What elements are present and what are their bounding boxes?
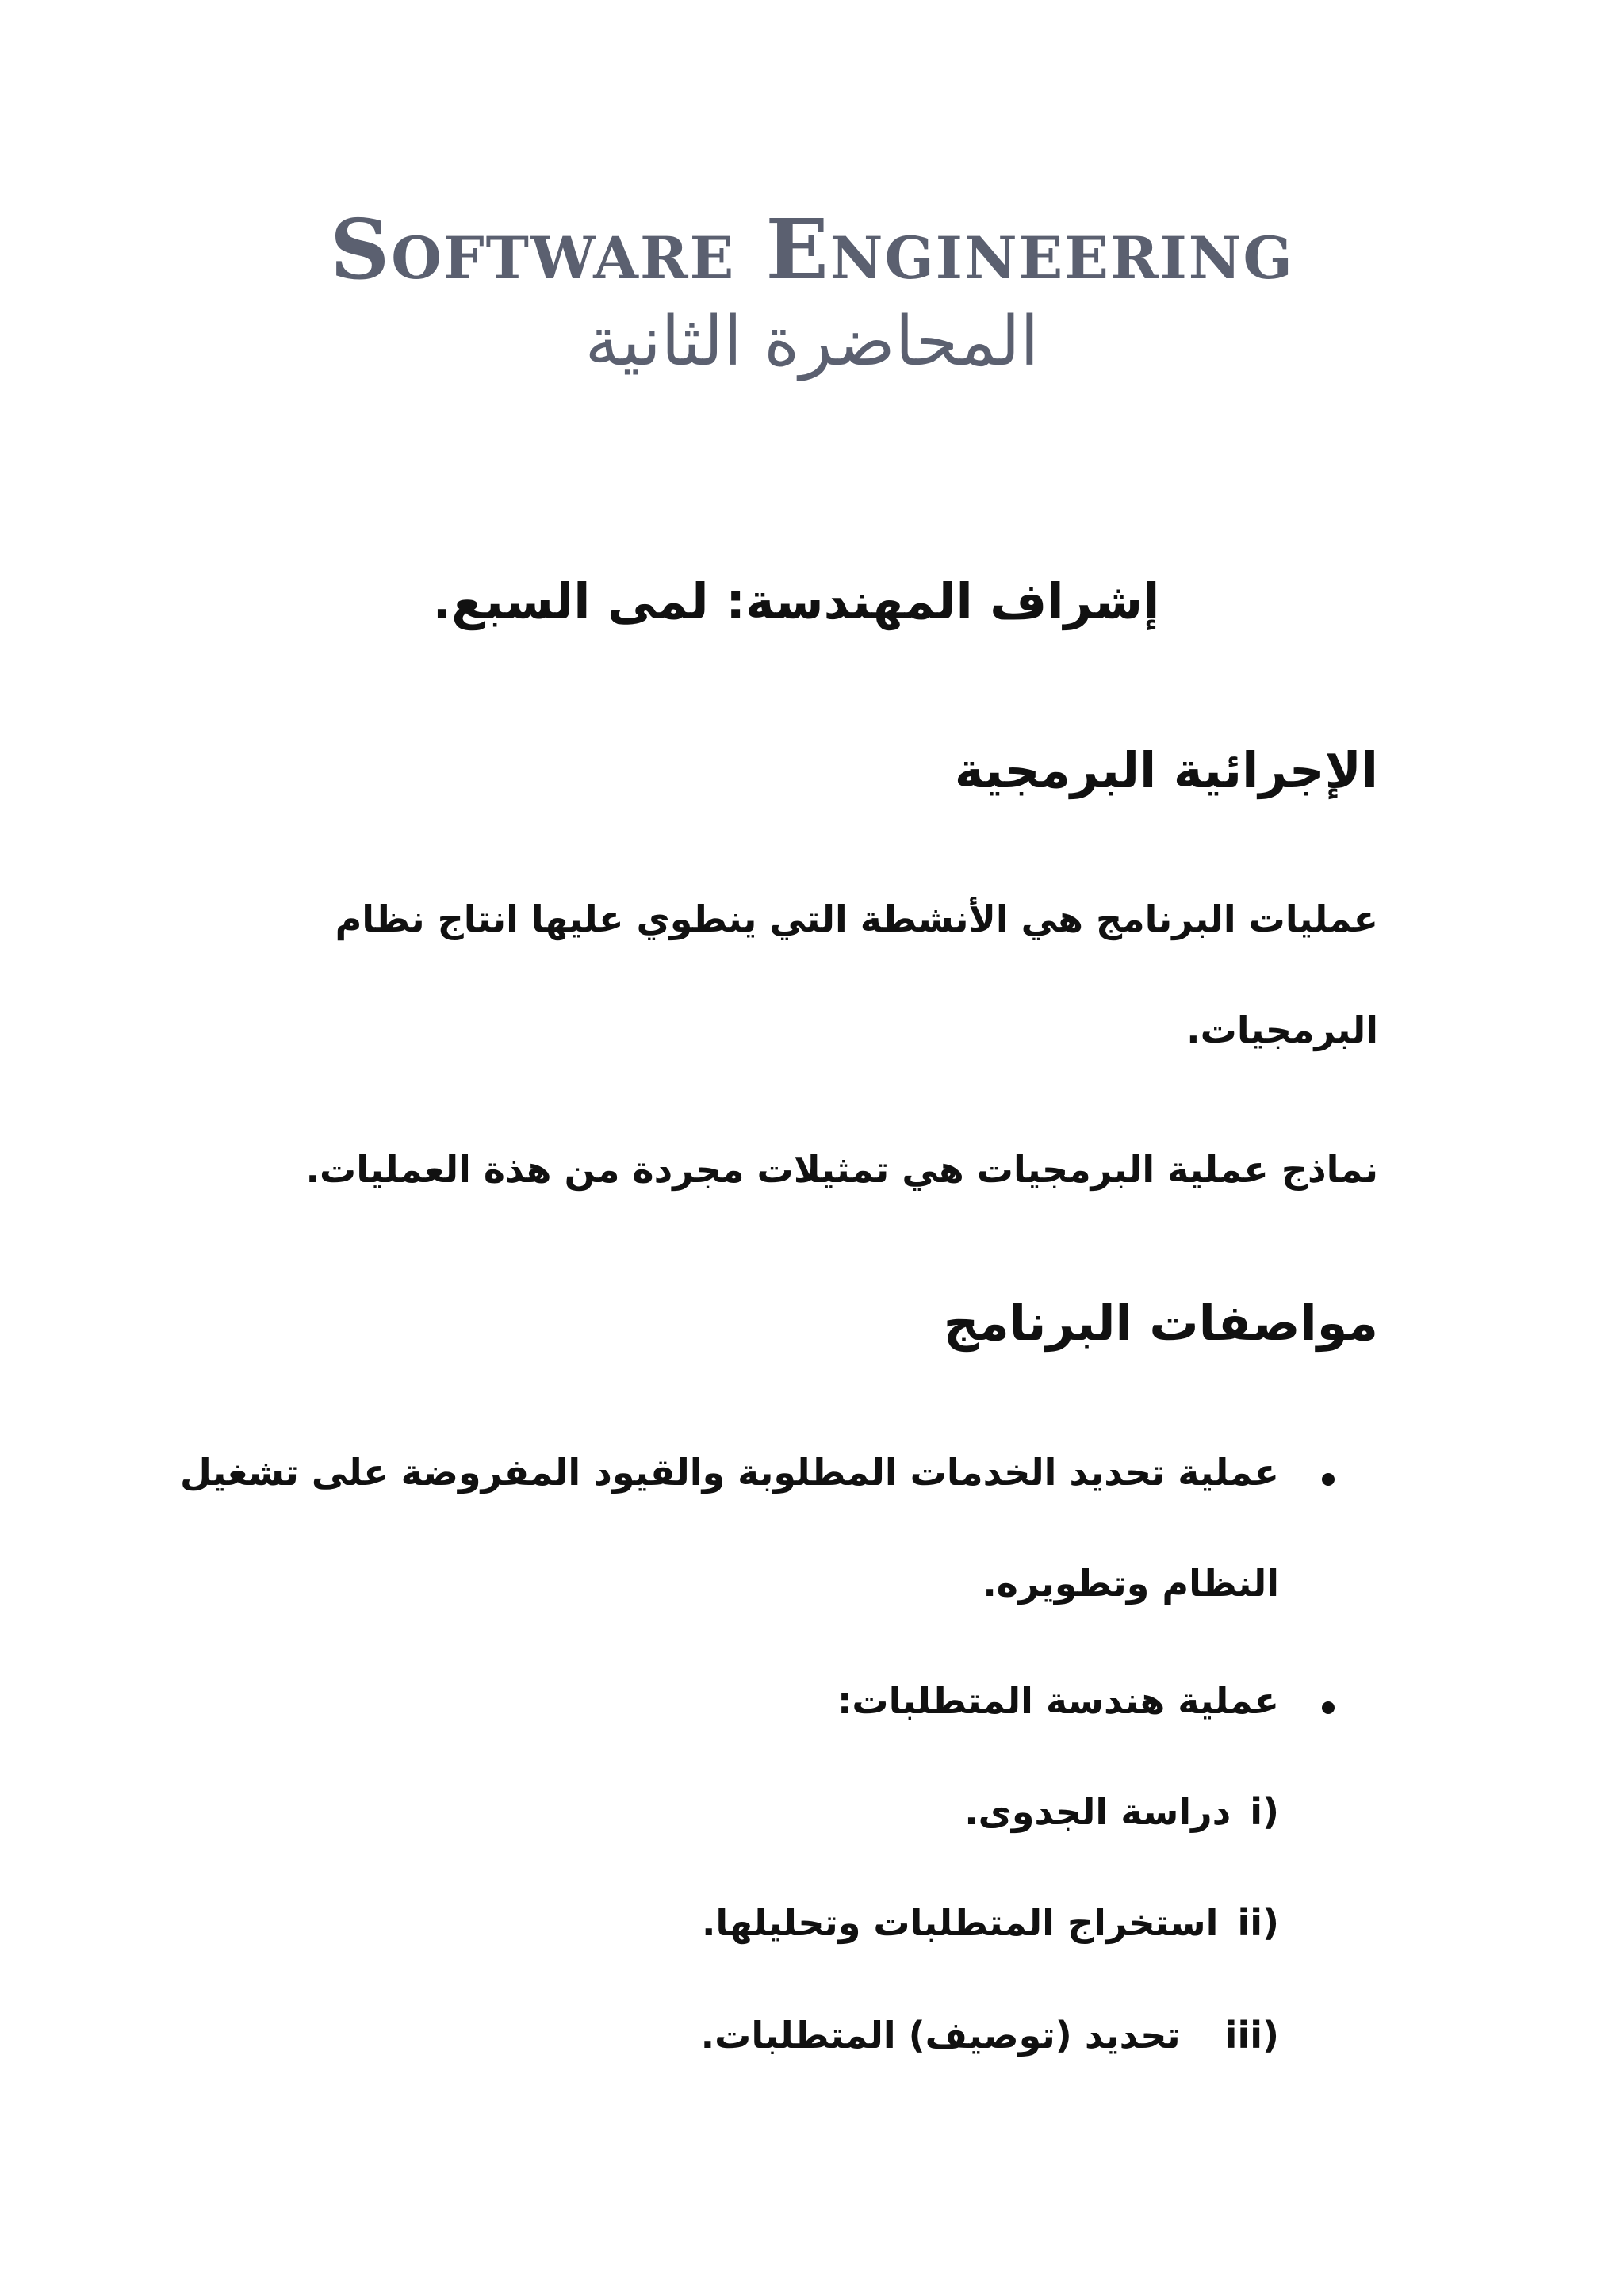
bullet-icon [1322,1701,1335,1714]
sub-item-number: ii) [1237,1901,1279,1944]
sub-item-text: تحديد (توصيف) المتطلبات. [700,2014,1181,2057]
bullet-item-line: عملية هندسة المتطلبات: [837,1679,1279,1722]
section-heading-software-process: الإجرائية البرمجية [954,741,1378,799]
sub-item-text: استخراج المتطلبات وتحليلها. [701,1901,1219,1944]
sub-item [702,1901,1279,1944]
sub-item-text: دراسة الجدوى. [964,1790,1231,1833]
bullet-item-line: النظام وتطويره. [982,1562,1279,1605]
sub-item-number: iii) [1224,2014,1279,2057]
bullet-item-line: عملية تحديد الخدمات المطلوبة والقيود المفروضة على تشغيل [180,1451,1279,1494]
section-heading-software-specification: مواصفات البرنامج [943,1294,1378,1352]
bullet-icon [1322,1473,1335,1486]
sub-item [701,2014,1279,2057]
title-arabic: المحاضرة الثانية [584,302,1040,381]
supervisor-line: إشراف المهندسة: لمى السبع. [432,572,1160,630]
paragraph-line: البرمجيات. [1186,1008,1378,1051]
paragraph-line: نماذج عملية البرمجيات هي تمثيلات مجردة من هذة العمليات. [305,1148,1378,1191]
sub-item-number: i) [1250,1790,1279,1833]
sub-item [964,1790,1279,1833]
title-english: Software Engineering [330,201,1294,298]
paragraph-line: عمليات البرنامج هي الأنشطة التي ينطوي عليها انتاج نظام [335,897,1378,940]
